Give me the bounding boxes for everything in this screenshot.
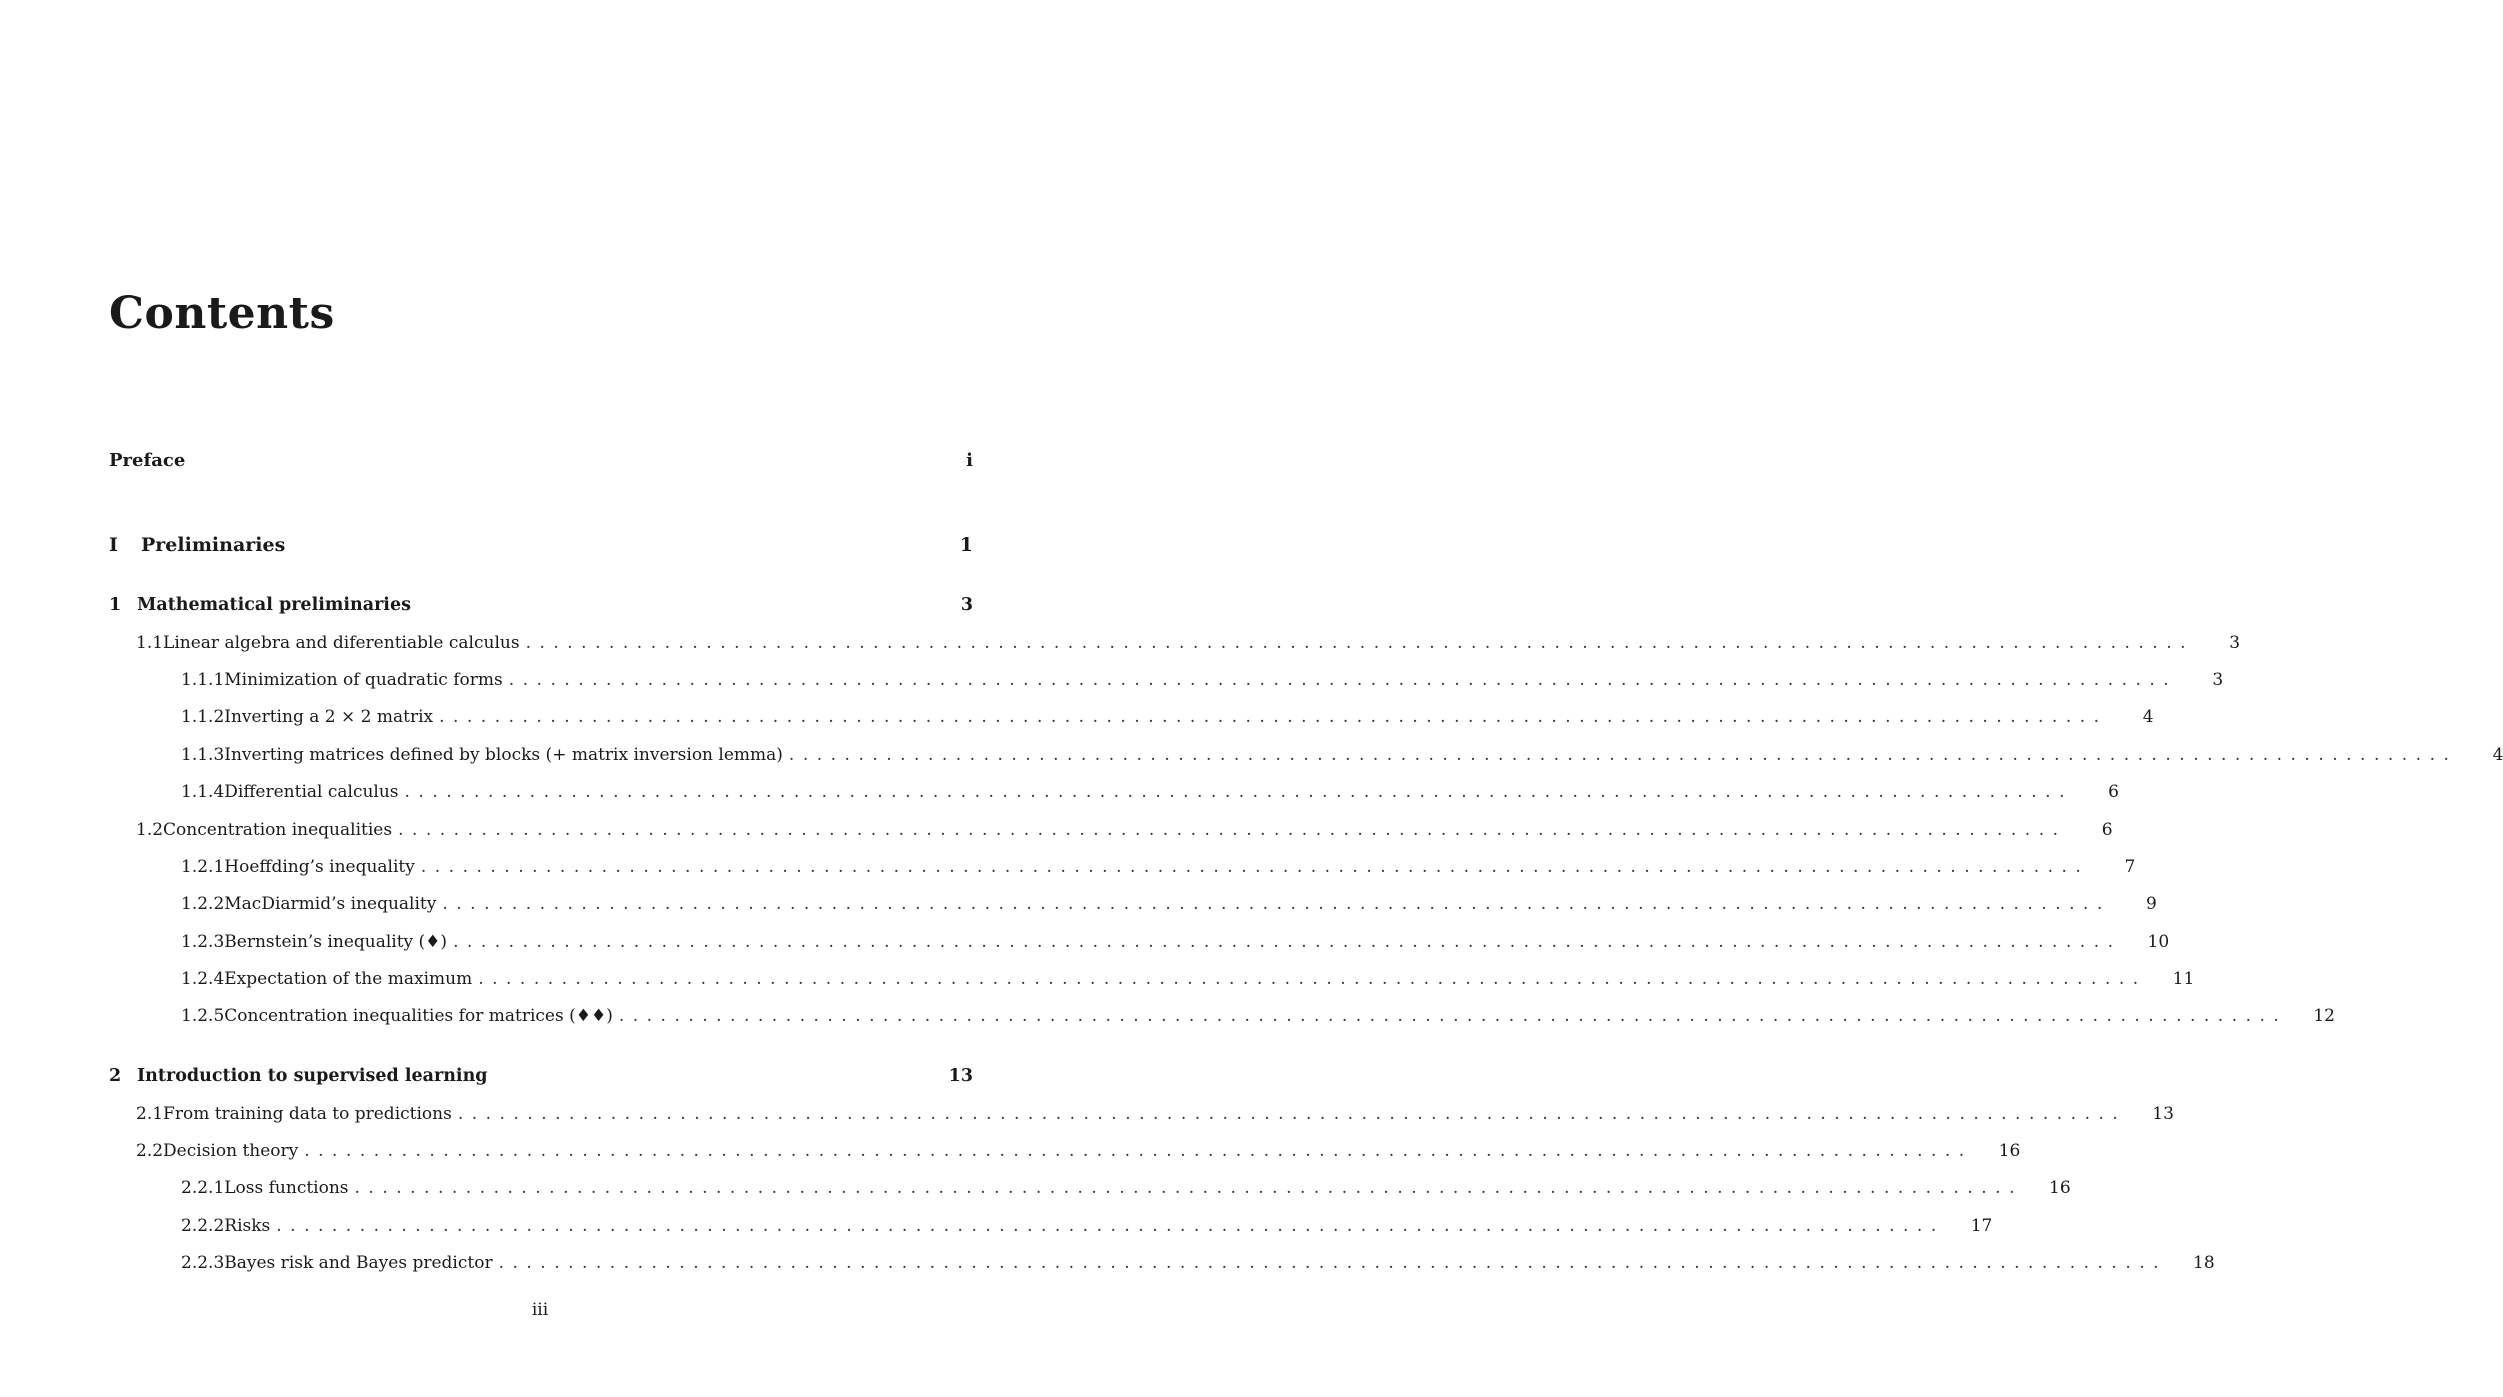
toc-entry-number: 1.2.5 — [181, 1006, 225, 1026]
toc-entry-title: Loss functions — [224, 1178, 349, 1198]
toc-entry-page: 9 — [2146, 894, 2157, 914]
toc-entry[interactable] — [109, 534, 973, 556]
dot-leader: ........................................................................................................................ — [398, 820, 2067, 840]
toc-entry-page: 11 — [2172, 969, 2195, 989]
toc-entry-number: 2.2.3 — [181, 1253, 225, 1273]
toc-entry-number: 2.2.1 — [181, 1178, 225, 1198]
toc-entry-title: Inverting a 2 × 2 matrix — [224, 707, 434, 727]
toc-entry-title: Hoeffding’s inequality — [224, 857, 415, 877]
dot-leader: ........................................................................................................................ — [457, 1104, 2127, 1124]
dot-leader: ........................................................................................................................ — [508, 670, 2178, 690]
toc-entry-number: 2.1 — [136, 1104, 164, 1124]
toc-entry-title: Risks — [224, 1216, 271, 1236]
toc-entry-page: 13 — [2152, 1104, 2174, 1124]
toc-entry-title: Preliminaries — [141, 534, 286, 556]
toc-entry[interactable] — [136, 633, 2241, 653]
toc-entry-number: 1.1.1 — [181, 670, 225, 690]
toc-entry-page: 13 — [948, 1066, 973, 1086]
toc-entry-title: Inverting matrices defined by blocks (+ matrix inversion lemma) — [224, 745, 783, 765]
toc-entry-title: MacDiarmid’s inequality — [224, 894, 437, 914]
toc-entry-title: Differential calculus — [224, 782, 399, 802]
toc-entry[interactable] — [181, 782, 2119, 802]
toc-entry-page: 16 — [2049, 1178, 2071, 1198]
page-number: iii — [531, 1300, 549, 1320]
toc-entry-page: 17 — [1970, 1216, 1993, 1236]
toc-entry-page: 18 — [2193, 1253, 2215, 1273]
toc-entry-page: 16 — [1998, 1141, 2021, 1161]
toc-entry[interactable] — [181, 894, 2157, 914]
toc-entry-title: Concentration inequalities for matrices (♦♦) — [224, 1006, 613, 1026]
toc-entry-page: 12 — [2313, 1006, 2335, 1026]
toc-entry-number: 1.1.3 — [181, 745, 225, 765]
toc-entry[interactable] — [181, 1253, 2215, 1273]
toc-entry-page: 3 — [960, 595, 973, 615]
toc-entry-title: Decision theory — [163, 1141, 299, 1161]
toc-entry-page: 6 — [2101, 820, 2113, 840]
toc-entry-title: Bernstein’s inequality (♦) — [224, 932, 448, 952]
toc-entry-number: 2.2.2 — [181, 1216, 225, 1236]
toc-entry-title: Linear algebra and diferentiable calculus — [163, 633, 520, 653]
toc-entry-page: 6 — [2108, 782, 2119, 802]
toc-entry[interactable] — [181, 1216, 1993, 1236]
dot-leader: ........................................................................................................................ — [276, 1216, 1945, 1236]
toc-entry-page: 3 — [2229, 633, 2241, 653]
dot-leader: ........................................................................................................................ — [788, 745, 2458, 765]
toc-entry-number: 2 — [109, 1066, 122, 1086]
toc-entry[interactable] — [109, 1066, 973, 1086]
dot-leader: ........................................................................................................................ — [478, 969, 2147, 989]
dot-leader: ........................................................................................................................ — [304, 1141, 1973, 1161]
toc-entry-number: 1.1.2 — [181, 707, 225, 727]
toc-entry-number: I — [109, 534, 118, 556]
toc-entry-title: Minimization of quadratic forms — [224, 670, 503, 690]
toc-entry-page: 3 — [2212, 670, 2224, 690]
toc-entry-number: 1 — [109, 595, 122, 615]
dot-leader: ........................................................................................................................ — [420, 857, 2090, 877]
toc-entry[interactable] — [181, 857, 2136, 877]
toc-entry-number: 1.2.2 — [181, 894, 225, 914]
toc-entry-page: 4 — [2492, 745, 2503, 765]
toc-entry-number: 1.2.4 — [181, 969, 225, 989]
toc-entry-number: 1.2 — [136, 820, 164, 840]
toc-entry-page: 10 — [2147, 932, 2170, 952]
page-title: Contents — [109, 288, 335, 339]
toc-entry[interactable] — [181, 1006, 2335, 1026]
toc-entry-title: Concentration inequalities — [163, 820, 393, 840]
toc-entry-title: From training data to predictions — [163, 1104, 452, 1124]
toc-entry-number: 2.2 — [136, 1141, 164, 1161]
toc-entry[interactable] — [181, 969, 2195, 989]
toc-entry[interactable] — [109, 450, 973, 471]
toc-entry-page: 4 — [2142, 707, 2154, 727]
dot-leader: ........................................................................................................................ — [618, 1006, 2288, 1026]
toc-entry[interactable] — [109, 595, 973, 615]
toc-entry-title: Bayes risk and Bayes predictor — [224, 1253, 493, 1273]
toc-entry[interactable] — [181, 707, 2154, 727]
dot-leader: ........................................................................................................................ — [404, 782, 2073, 802]
toc-entry[interactable] — [136, 1104, 2174, 1124]
toc-entry-title: Mathematical preliminaries — [137, 595, 411, 615]
dot-leader: ........................................................................................................................ — [439, 707, 2108, 727]
toc-entry[interactable] — [181, 1178, 2071, 1198]
toc-entry-number: 1.1 — [136, 633, 164, 653]
toc-entry-number: 1.2.3 — [181, 932, 225, 952]
toc-entry-title: Expectation of the maximum — [224, 969, 473, 989]
dot-leader: ........................................................................................................................ — [498, 1253, 2168, 1273]
toc-entry[interactable] — [181, 670, 2224, 690]
toc-entry-title: Introduction to supervised learning — [137, 1066, 488, 1086]
dot-leader: ........................................................................................................................ — [525, 633, 2195, 653]
toc-entry-page: 7 — [2124, 857, 2136, 877]
toc-entry[interactable] — [136, 1141, 2021, 1161]
toc-entry[interactable] — [181, 745, 2503, 765]
dot-leader: ........................................................................................................................ — [453, 932, 2122, 952]
toc-entry[interactable] — [136, 820, 2113, 840]
toc-entry-title: Preface — [109, 450, 186, 471]
toc-entry[interactable] — [181, 932, 2170, 952]
toc-entry-page: 1 — [959, 534, 973, 556]
dot-leader: ........................................................................................................................ — [354, 1178, 2023, 1198]
toc-entry-page: i — [966, 450, 973, 471]
toc-entry-number: 1.2.1 — [181, 857, 225, 877]
dot-leader: ........................................................................................................................ — [442, 894, 2111, 914]
toc-entry-number: 1.1.4 — [181, 782, 225, 802]
